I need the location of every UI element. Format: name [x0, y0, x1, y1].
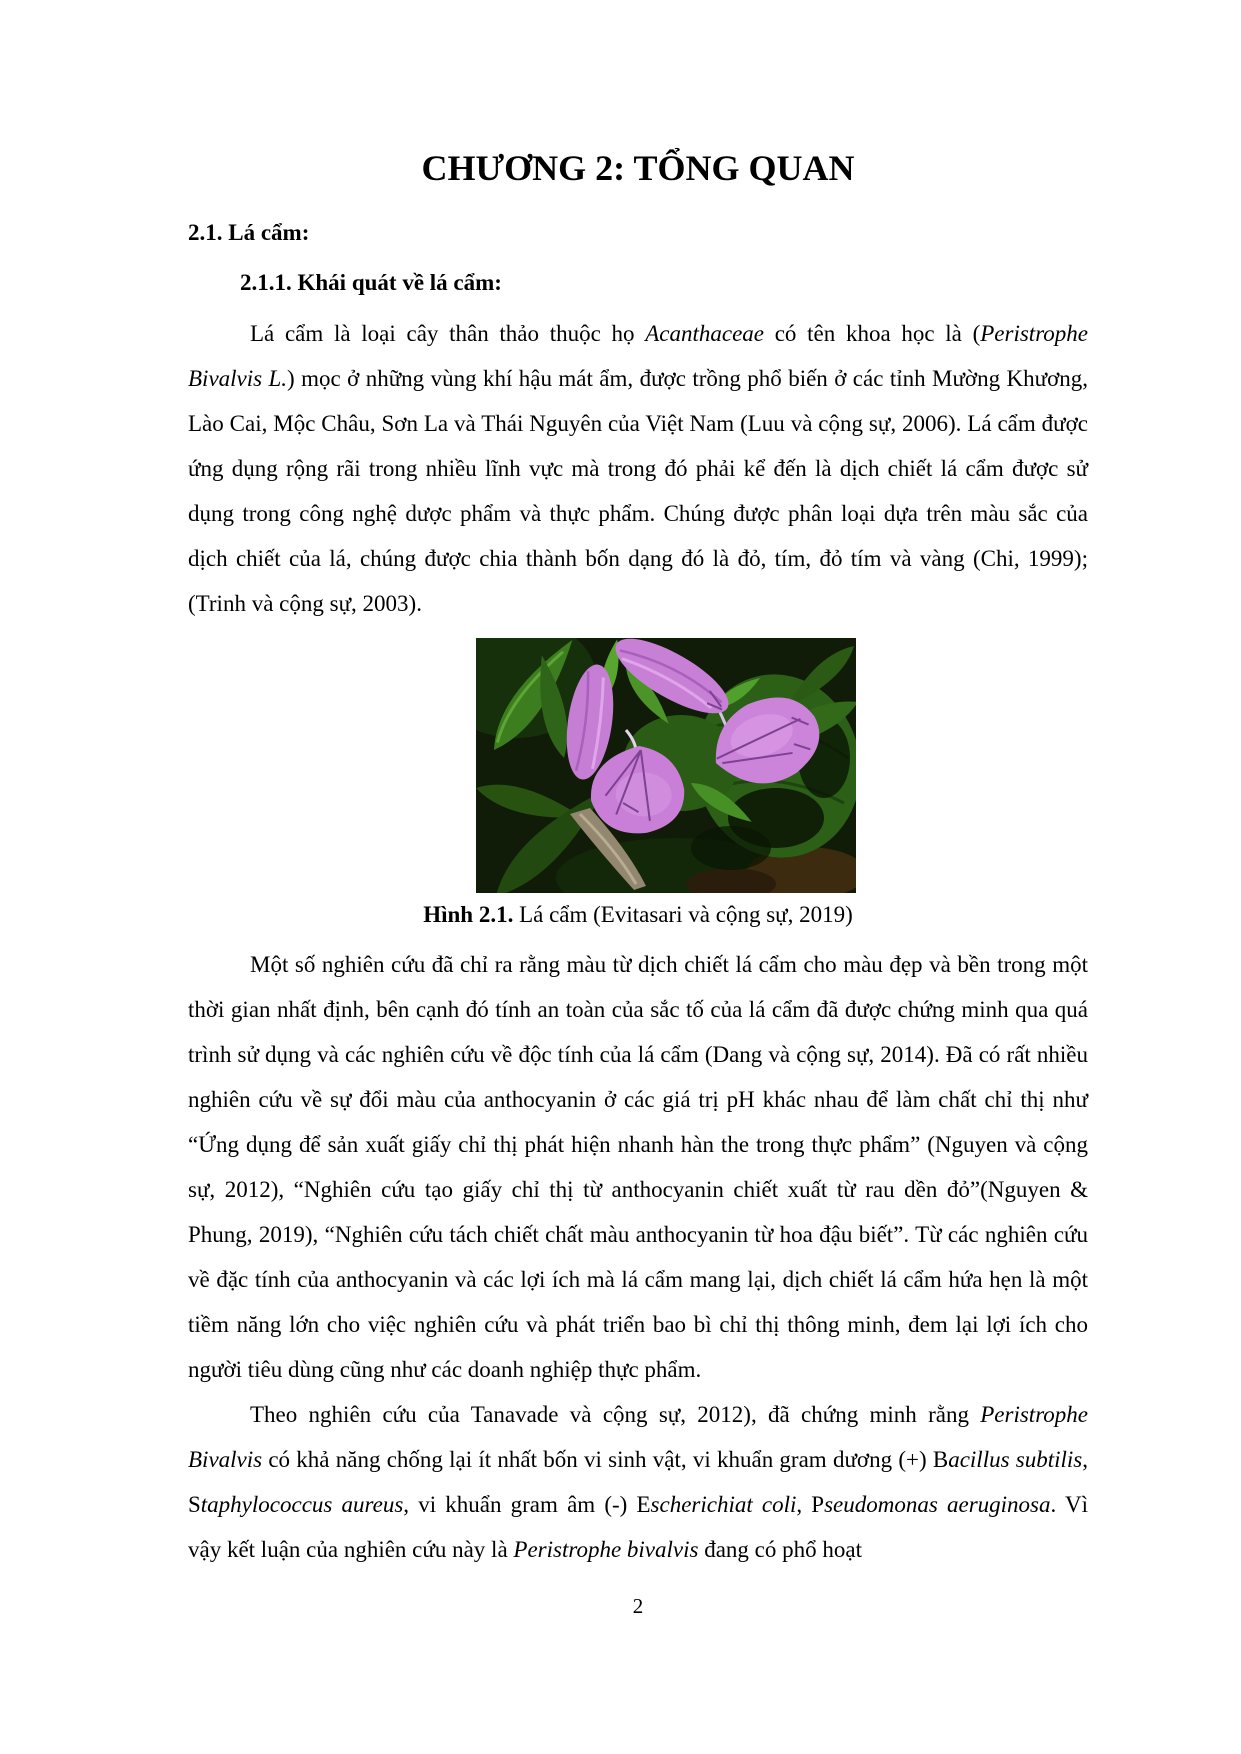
subsection-heading: 2.1.1. Khái quát về lá cẩm:: [240, 269, 502, 295]
page-title: CHƯƠNG 2: TỔNG QUAN: [421, 148, 855, 188]
paragraph-2: Một số nghiên cứu đã chỉ ra rằng màu từ dịch chiết lá cẩm cho màu đẹp và bền trong một thời gian nhất định, bên cạnh đó tính an toàn của sắc tố của lá cẩm đã được chứng minh qua quá trình sử dụng và các nghiên cứu về độc tính của lá cẩm (Dang và cộng sự, 2014). Đã có rất nhiều nghiên cứu về sự đổi màu của anthocyanin ở các giá trị pH khác nhau để làm chất chỉ thị như “Ứng dụng để sản xuất giấy chỉ thị phát hiện nhanh hàn the trong thực phẩm” (Nguyen và cộng sự, 2012), “Nghiên cứu tạo giấy chỉ thị từ anthocyanin chiết xuất từ rau dền đỏ”(Nguyen & Phung, 2019), “Nghiên cứu tách chiết chất màu anthocyanin từ hoa đậu biết”. Từ các nghiên cứu về đặc tính của anthocyanin và các lợi ích mà lá cẩm mang lại, dịch chiết lá cẩm hứa hẹn là một tiềm năng lớn cho việc nghiên cứu và phát triển bao bì chỉ thị thông minh, đem lại lợi ích cho người tiêu dùng cũng như các doanh nghiệp thực phẩm.: [188, 952, 1088, 1383]
paragraph-1: Lá cẩm là loại cây thân thảo thuộc họ Acanthaceae có tên khoa học là (Peristrophe Bivalvis L.) mọc ở những vùng khí hậu mát ẩm, được trồng phổ biến ở các tỉnh Mường Khương, Lào Cai, Mộc Châu, Sơn La và Thái Nguyên của Việt Nam (Luu và cộng sự, 2006). Lá cẩm được ứng dụng rộng rãi trong nhiều lĩnh vực mà trong đó phải kể đến là dịch chiết lá cẩm được sử dụng trong công nghệ dược phẩm và thực phẩm. Chúng được phân loại dựa trên màu sắc của dịch chiết của lá, chúng được chia thành bốn dạng đó là đỏ, tím, đỏ tím và vàng (Chi, 1999); (Trinh và cộng sự, 2003).: [188, 320, 1088, 616]
page-content: [188, 0, 1088, 1572]
section-heading: 2.1. Lá cẩm:: [188, 220, 310, 246]
figure-caption-text: Lá cẩm (Evitasari và cộng sự, 2019): [513, 901, 853, 927]
figure-2-1: [188, 638, 1088, 929]
figure-caption-label: Hình 2.1.: [423, 901, 514, 927]
paragraph-3: Theo nghiên cứu của Tanavade và cộng sự, 2012), đã chứng minh rằng Peristrophe Bivalvis có khả năng chống lại ít nhất bốn vi sinh vật, vi khuẩn gram dương (+) Bacillus subtilis, Staphylococcus aureus, vi khuẩn gram âm (-) Escherichiat coli, Pseudomonas aeruginosa. Vì vậy kết luận của nghiên cứu này là Peristrophe bivalvis đang có phổ hoạt: [188, 1402, 1089, 1563]
la-cam-flower-photo: [476, 638, 856, 893]
flower-photo-illustration: [476, 638, 856, 893]
figure-caption: [188, 901, 1088, 929]
page-number: 2: [632, 1594, 644, 1618]
